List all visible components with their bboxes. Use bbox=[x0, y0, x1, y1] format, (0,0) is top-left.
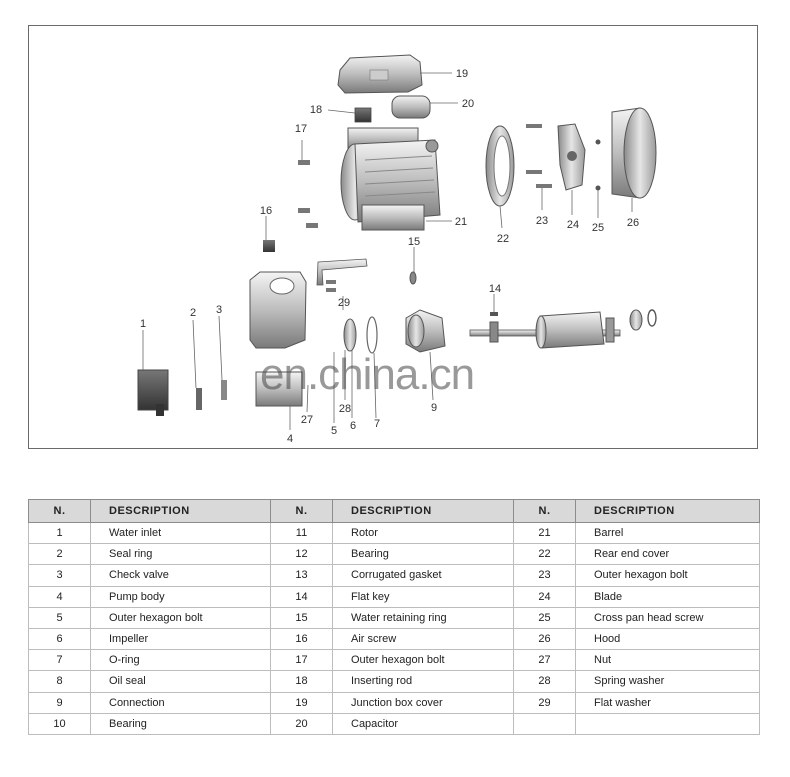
table-cell: 5 bbox=[29, 607, 91, 628]
header-number-2: N. bbox=[271, 500, 333, 523]
callout-25: 25 bbox=[591, 222, 605, 234]
header-number-3: N. bbox=[514, 500, 576, 523]
callout-17: 17 bbox=[294, 123, 308, 135]
junction-box-cover-part bbox=[338, 55, 422, 93]
callout-27: 27 bbox=[300, 414, 314, 426]
table-cell: Rear end cover bbox=[576, 544, 760, 565]
table-cell: O-ring bbox=[91, 650, 271, 671]
table-cell: 7 bbox=[29, 650, 91, 671]
callout-26: 26 bbox=[626, 217, 640, 229]
callout-5: 5 bbox=[330, 425, 338, 437]
table-cell: Junction box cover bbox=[333, 692, 514, 713]
table-cell: 27 bbox=[514, 650, 576, 671]
table-cell: Barrel bbox=[576, 523, 760, 544]
table-cell: 24 bbox=[514, 586, 576, 607]
table-header-row bbox=[29, 500, 760, 523]
table-cell: Water inlet bbox=[91, 523, 271, 544]
header-description-1: DESCRIPTION bbox=[91, 500, 271, 523]
table-cell: Blade bbox=[576, 586, 760, 607]
callout-21: 21 bbox=[454, 216, 468, 228]
table-row bbox=[29, 628, 760, 649]
callout-28: 28 bbox=[338, 403, 352, 415]
hood-part bbox=[612, 108, 656, 198]
table-cell: 9 bbox=[29, 692, 91, 713]
table-cell: Inserting rod bbox=[333, 671, 514, 692]
seal-ring-part bbox=[196, 388, 202, 410]
table-cell: Cross pan head screw bbox=[576, 607, 760, 628]
callout-3: 3 bbox=[215, 304, 223, 316]
callout-4: 4 bbox=[286, 433, 294, 445]
header-description-2: DESCRIPTION bbox=[333, 500, 514, 523]
callout-1: 1 bbox=[139, 318, 147, 330]
table-row bbox=[29, 692, 760, 713]
table-cell: Outer hexagon bolt bbox=[576, 565, 760, 586]
table-cell bbox=[576, 713, 760, 734]
table-cell: 6 bbox=[29, 628, 91, 649]
o-ring-part bbox=[367, 317, 377, 353]
callout-23: 23 bbox=[535, 215, 549, 227]
table-cell: 29 bbox=[514, 692, 576, 713]
table-row bbox=[29, 671, 760, 692]
table-cell: 10 bbox=[29, 713, 91, 734]
table-cell: Connection bbox=[91, 692, 271, 713]
callout-15: 15 bbox=[407, 236, 421, 248]
table-cell: Oil seal bbox=[91, 671, 271, 692]
table-cell: 14 bbox=[271, 586, 333, 607]
table-cell: 16 bbox=[271, 628, 333, 649]
check-valve-part bbox=[221, 380, 227, 400]
callout-24: 24 bbox=[566, 219, 580, 231]
table-cell: 28 bbox=[514, 671, 576, 692]
table-cell: Bearing bbox=[91, 713, 271, 734]
bearing-part bbox=[630, 310, 642, 330]
corrugated-gasket-part bbox=[648, 310, 656, 326]
table-cell: 1 bbox=[29, 523, 91, 544]
table-cell: Impeller bbox=[91, 628, 271, 649]
table-row bbox=[29, 713, 760, 734]
callout-29: 29 bbox=[337, 297, 351, 309]
table-cell: 19 bbox=[271, 692, 333, 713]
table-row bbox=[29, 607, 760, 628]
water-retaining-ring-part bbox=[410, 272, 416, 284]
table-cell: 18 bbox=[271, 671, 333, 692]
table-cell: Flat washer bbox=[576, 692, 760, 713]
cross-pan-head-screw-part bbox=[596, 140, 601, 191]
table-cell: Bearing bbox=[333, 544, 514, 565]
header-description-3: DESCRIPTION bbox=[576, 500, 760, 523]
table-cell: 13 bbox=[271, 565, 333, 586]
callout-7: 7 bbox=[373, 418, 381, 430]
table-cell: Flat key bbox=[333, 586, 514, 607]
callout-2: 2 bbox=[189, 307, 197, 319]
table-cell: Water retaining ring bbox=[333, 607, 514, 628]
table-cell: 22 bbox=[514, 544, 576, 565]
water-inlet-part bbox=[138, 370, 168, 416]
flat-key-part bbox=[490, 312, 498, 316]
table-row bbox=[29, 523, 760, 544]
table-cell: Spring washer bbox=[576, 671, 760, 692]
callout-9: 9 bbox=[430, 402, 438, 414]
inserting-rod-part bbox=[355, 108, 371, 122]
table-cell: 3 bbox=[29, 565, 91, 586]
table-cell: 26 bbox=[514, 628, 576, 649]
callout-22: 22 bbox=[496, 233, 510, 245]
watermark-text: en.china.cn bbox=[260, 350, 475, 399]
callout-20: 20 bbox=[461, 98, 475, 110]
table-row bbox=[29, 544, 760, 565]
callout-14: 14 bbox=[488, 283, 502, 295]
connection-part bbox=[406, 310, 445, 352]
air-screw-part bbox=[263, 240, 275, 252]
callout-19: 19 bbox=[455, 68, 469, 80]
table-cell: 4 bbox=[29, 586, 91, 607]
callout-6: 6 bbox=[349, 420, 357, 432]
table-cell: Rotor bbox=[333, 523, 514, 544]
table-cell: Seal ring bbox=[91, 544, 271, 565]
table-cell: 25 bbox=[514, 607, 576, 628]
outer-hexagon-bolt-17-part bbox=[298, 160, 318, 228]
table-cell bbox=[514, 713, 576, 734]
table-cell: 15 bbox=[271, 607, 333, 628]
table-cell: Capacitor bbox=[333, 713, 514, 734]
table-row bbox=[29, 586, 760, 607]
table-cell: Nut bbox=[576, 650, 760, 671]
table-cell: 17 bbox=[271, 650, 333, 671]
table-cell: 2 bbox=[29, 544, 91, 565]
parts-list-table bbox=[28, 499, 760, 735]
capacitor-part bbox=[392, 96, 430, 118]
blade-part bbox=[558, 124, 585, 190]
rear-end-cover-part bbox=[486, 126, 514, 206]
table-cell: Hood bbox=[576, 628, 760, 649]
table-cell: Outer hexagon bolt bbox=[91, 607, 271, 628]
table-cell: Check valve bbox=[91, 565, 271, 586]
table-row bbox=[29, 565, 760, 586]
table-cell: Outer hexagon bolt bbox=[333, 650, 514, 671]
table-cell: Pump body bbox=[91, 586, 271, 607]
table-cell: Corrugated gasket bbox=[333, 565, 514, 586]
impeller-part bbox=[344, 319, 356, 351]
table-cell: 11 bbox=[271, 523, 333, 544]
header-number-1: N. bbox=[29, 500, 91, 523]
flat-washer-part bbox=[317, 259, 367, 292]
table-cell: Air screw bbox=[333, 628, 514, 649]
callout-18: 18 bbox=[309, 104, 323, 116]
motor-housing-part bbox=[341, 128, 440, 230]
rotor-part bbox=[470, 312, 620, 348]
outer-hexagon-bolt-23-part bbox=[526, 124, 552, 188]
table-cell: 8 bbox=[29, 671, 91, 692]
callout-16: 16 bbox=[259, 205, 273, 217]
table-cell: 21 bbox=[514, 523, 576, 544]
table-cell: 20 bbox=[271, 713, 333, 734]
table-cell: 12 bbox=[271, 544, 333, 565]
table-cell: 23 bbox=[514, 565, 576, 586]
table-row bbox=[29, 650, 760, 671]
